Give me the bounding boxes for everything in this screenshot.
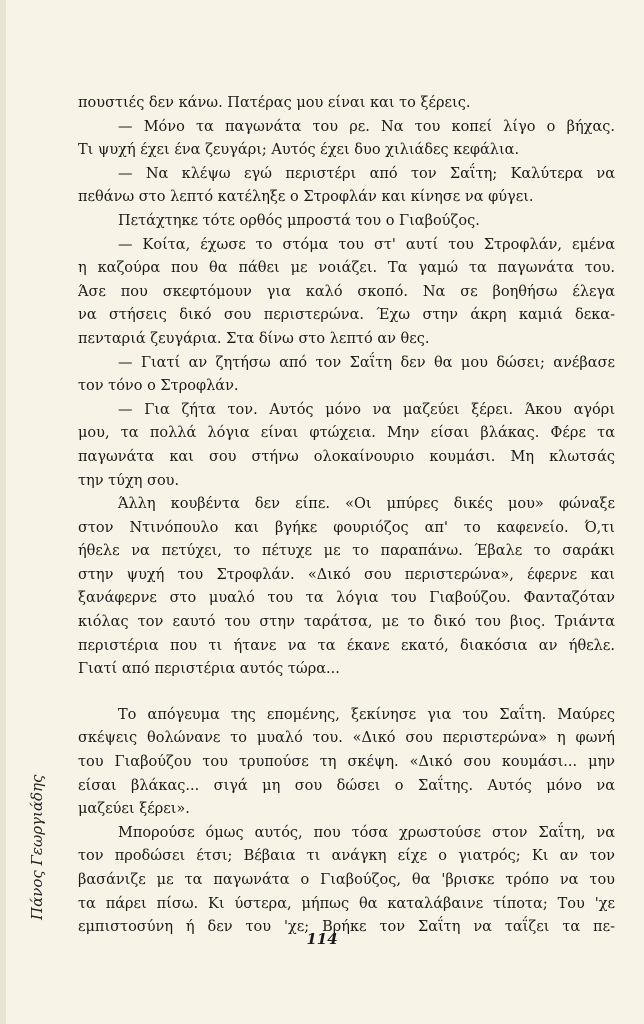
text-line: κιόλας τον εαυτό του στην ταράτσα, με το δικό του βιος. Τριάντα <box>78 614 615 631</box>
text-line: — Για ζήτα τον. Αυτός μόνο να μαζεύει ξέρει. Άκου αγόρι <box>118 401 615 418</box>
text-line: Το απόγευμα της επομένης, ξεκίνησε για του Σαΐτη. Μαύρες <box>118 706 615 723</box>
text-line: πενταριά ζευγάρια. Στα δίνω στο λεπτό αν θες. <box>78 330 430 347</box>
text-line: — Γιατί αν ζητήσω από τον Σαΐτη δεν θα μου δώσει; ανέβασε <box>118 354 615 371</box>
text-line: μαζεύει ξέρει». <box>78 801 190 818</box>
text-line: ήθελε να πετύχει, το πέτυχε με το παραπάνω. Έβαλε το σαράκι <box>78 543 615 560</box>
text-line: του Γιαβούζου του τρυπούσε τη σκέψη. «Δικό σου κουμάσι... μην <box>78 754 615 771</box>
text-line: Πετάχτηκε τότε ορθός μπροστά του ο Γιαβούζος. <box>118 212 480 229</box>
text-line: εμπιστοσύνη ή δεν του 'χε; Βρήκε τον Σαΐτη να ταΐζει τα πε- <box>78 919 615 936</box>
text-line: Μπορούσε όμως αυτός, που τόσα χρωστούσε στον Σαΐτη, να <box>118 824 615 841</box>
text-line: — Να κλέψω εγώ περιστέρι από τον Σαΐτη; Καλύτερα να <box>118 165 615 182</box>
text-line: παγωνάτα και σου στήνω ολοκαίνουριο κουμάσι. Μη κλωτσάς <box>78 448 615 465</box>
text-line: σκέψεις θολώνανε το μυαλό του. «Δικό σου περιστερώνα» η φωνή <box>78 730 615 747</box>
text-line: την τύχη σου. <box>78 472 180 489</box>
text-line: πεθάνω στο λεπτό κατέληξε ο Στροφλάν και κίνησε να φύγει. <box>78 189 534 206</box>
text-line: ξανάφερνε στο μυαλό του τα λόγια του Γιαβούζου. Φανταζόταν <box>78 590 615 607</box>
author-name-vertical: Πάνος Γεωργιάδης <box>28 774 46 920</box>
text-line: πουστιές δεν κάνω. Πατέρας μου είναι και το ξέρεις. <box>78 95 471 111</box>
text-line: — Κοίτα, έχωσε το στόμα του στ' αυτί του Στροφλάν, εμένα <box>118 236 615 253</box>
text-line: η καζούρα που θα πάθει με νοιάζει. Τα γαμώ τα παγωνάτα του. <box>78 260 615 277</box>
text-line: Άλλη κουβέντα δεν είπε. «Οι μπύρες δικές μου» φώναξε <box>118 496 615 513</box>
page-number: 114 <box>306 930 338 948</box>
text-line: μου, τα πολλά λόγια είναι φτώχεια. Μην είσαι βλάκας. Φέρε τα <box>78 425 615 442</box>
text-line: τον προδώσει έτσι; Βέβαια τι ανάγκη είχε ο γιατρός; Κι αν τον <box>78 848 615 865</box>
text-line: στην ψυχή του Στροφλάν. «Δικό σου περιστερώνα», έφερνε και <box>78 566 615 583</box>
text-line: Γιατί από περιστέρια αυτός τώρα... <box>78 661 340 678</box>
text-line: βασάνιζε με τα παγωνάτα ο Γιαβούζος, θα 'βρισκε τρόπο να του <box>78 872 615 888</box>
text-line: περιστέρια που τι ήτανε να τα έκανε εκατό, διακόσια αν ήθελε. <box>78 637 615 654</box>
body-text <box>78 92 615 940</box>
text-line: Άσε που σκεφτόμουν για καλό σκοπό. Να σε βοηθήσω έλεγα <box>78 283 615 300</box>
text-line: είσαι βλάκας... σιγά μη σου δώσει ο Σαΐτης. Αυτός μόνο να <box>78 777 615 794</box>
text-line: στον Ντινόπουλο και βγήκε φουριόζος απ' το καφενείο. Ό,τι <box>78 519 615 536</box>
text-line: — Μόνο τα παγωνάτα του ρε. Να του κοπεί λίγο ο βήχας. <box>118 118 615 135</box>
text-line: Τι ψυχή έχει ένα ζευγάρι; Αυτός έχει δυο χιλιάδες κεφάλια. <box>78 142 520 159</box>
text-line: τον τόνο ο Στροφλάν. <box>78 378 239 395</box>
page-edge <box>0 0 6 1024</box>
text-line: να στήσεις δικό σου περιστερώνα. Έχω στην άκρη καμιά δεκα- <box>78 307 615 324</box>
text-line: τα πάρει πίσω. Κι ύστερα, μήπως θα καταλάβαινε τίποτα; Του 'χε <box>78 895 615 912</box>
